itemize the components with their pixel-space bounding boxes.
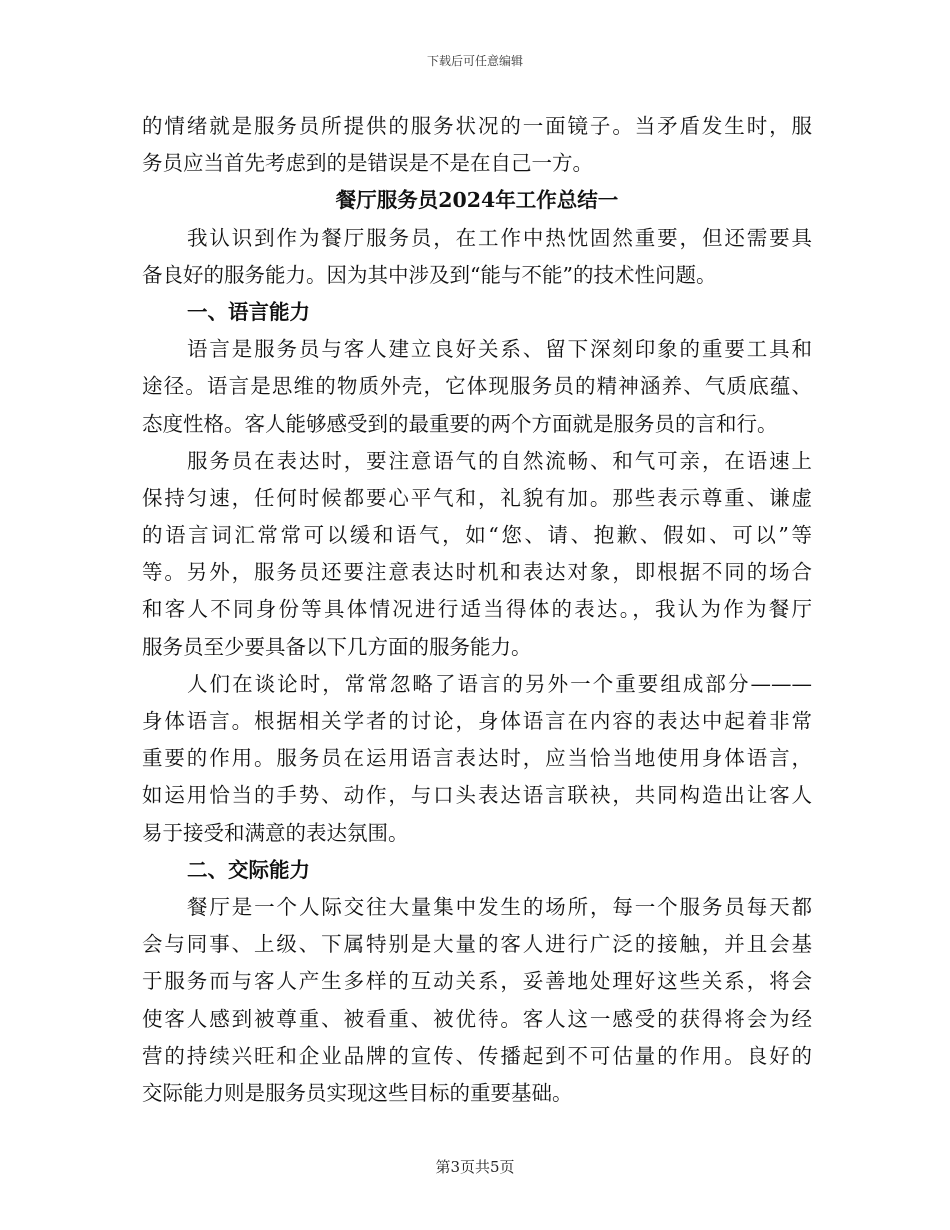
body-line: 等。另外，服务员还要注意表达时机和表达对象，即根据不同的场合 (142, 560, 812, 585)
body-line: 保持匀速，任何时候都要心平气和，礼貌有加。那些表示尊重、谦虚 (142, 485, 812, 510)
body-line: 的情绪就是服务员所提供的服务状况的一面镜子。当矛盾发生时，服 (142, 114, 812, 138)
body-line: 身体语言。根据相关学者的讨论，身体语言在内容的表达中起着非常 (142, 709, 812, 733)
body-line: 于服务而与客人产生多样的互动关系，妥善地处理好这些关系，将会 (142, 969, 812, 994)
section-title: 餐厅服务员2024年工作总结一 (335, 188, 619, 213)
subheading-language-ability: 一、语言能力 (187, 299, 310, 324)
paragraph-first-line: 餐厅是一个人际交往大量集中发生的场所，每一个服务员每天都 (187, 894, 812, 919)
body-line: 重要的作用。服务员在运用语言表达时，应当恰当地使用身体语言， (142, 746, 812, 771)
body-line: 的语言词汇常常可以缓和语气，如“您、请、抱歉、假如、可以”等 (142, 523, 812, 548)
body-line: 营的持续兴旺和企业品牌的宣传、传播起到不可估量的作用。良好的 (142, 1043, 812, 1068)
paragraph-first-line: 语言是服务员与客人建立良好关系、留下深刻印象的重要工具和 (187, 337, 812, 362)
body-line: 会与同事、上级、下属特别是大量的客人进行广泛的接触，并且会基 (142, 932, 812, 957)
body-line: 使客人感到被尊重、被看重、被优待。客人这一感受的获得将会为经 (142, 1006, 812, 1031)
body-line: 服务员至少要具备以下几方面的服务能力。 (142, 634, 532, 659)
body-line: 务员应当首先考虑到的是错误是不是在自己一方。 (142, 151, 593, 176)
paragraph-first-line: 人们在谈论时，常常忽略了语言的另外一个重要组成部分——— (187, 671, 812, 696)
page-footer: 第3页共5页 (435, 1158, 515, 1176)
paragraph-first-line: 我认识到作为餐厅服务员，在工作中热忱固然重要，但还需要具 (187, 225, 812, 250)
subheading-communication-ability: 二、交际能力 (187, 857, 310, 882)
body-line: 交际能力则是服务员实现这些目标的重要基础。 (142, 1080, 573, 1105)
paragraph-first-line: 服务员在表达时，要注意语气的自然流畅、和气可亲，在语速上 (187, 448, 812, 473)
body-line: 途径。语言是思维的物质外壳，它体现服务员的精神涵养、气质底蕴、 (142, 374, 812, 399)
body-line: 态度性格。客人能够感受到的最重要的两个方面就是服务员的言和行。 (142, 411, 778, 436)
body-line: 备良好的服务能力。因为其中涉及到“能与不能”的技术性问题。 (142, 262, 717, 287)
page-header: 下载后可任意编辑 (426, 54, 523, 68)
body-line: 如运用恰当的手势、动作，与口头表达语言联袂，共同构造出让客人 (142, 783, 812, 808)
document-body (142, 108, 812, 1112)
body-line: 和客人不同身份等具体情况进行适当得体的表达。，我认为作为餐厅 (142, 597, 812, 622)
body-line: 易于接受和满意的表达氛围。 (142, 820, 409, 845)
